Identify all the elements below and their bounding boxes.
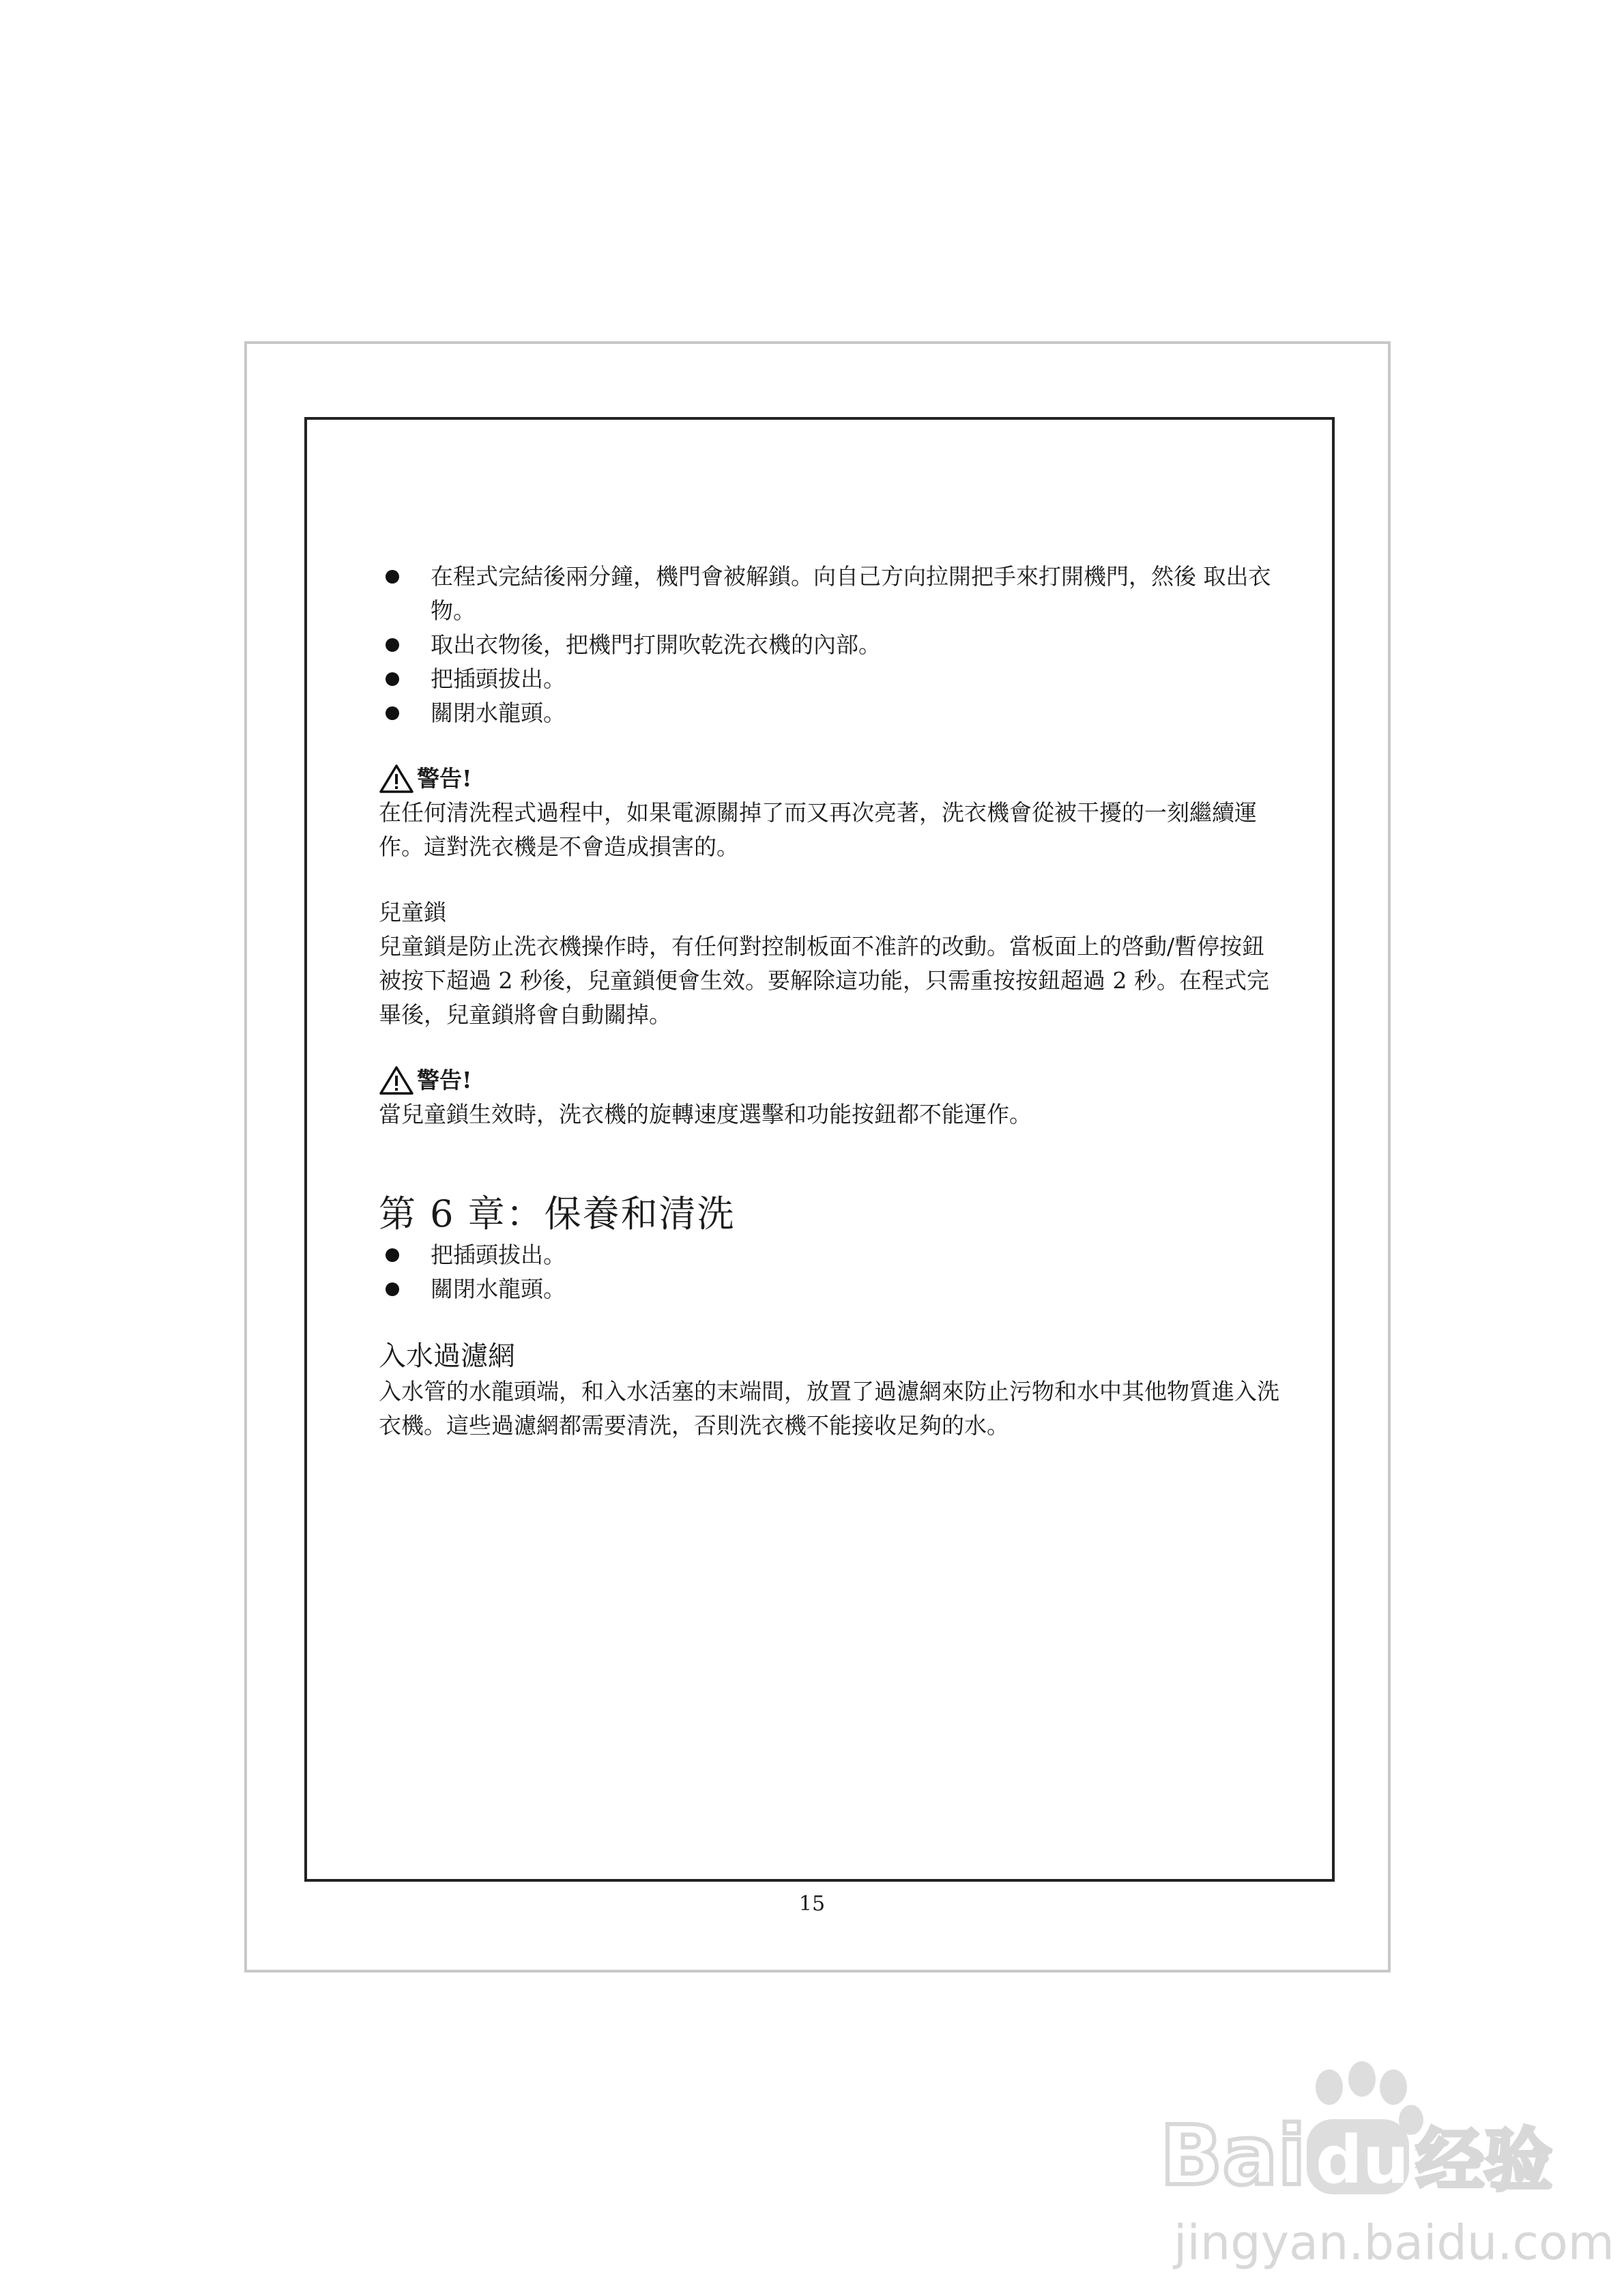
page-number: 15 <box>798 1892 826 1916</box>
bullet-icon <box>386 570 399 584</box>
filter-heading: 入水過濾網 <box>379 1340 515 1372</box>
child-lock-text: 兒童鎖是防止洗衣機操作時，有任何對控制板面不准許的改動。當板面上的啓動/暫停按鈕被按下超過 2 秒後，兒童鎖便會生效。要解除這功能，只需重按按鈕超過 2 秒。在程式完畢後，兒童鎖將會自動關掉。 <box>379 933 1269 1028</box>
filter-text: 入水管的水龍頭端，和入水活塞的末端間，放置了過濾網來防止污物和水中其他物質進入洗衣機。這些過濾網都需要清洗，否則洗衣機不能接收足夠的水。 <box>379 1378 1279 1439</box>
warning-text: 當兒童鎖生效時，洗衣機的旋轉速度選擊和功能按鈕都不能運作。 <box>379 1101 1032 1128</box>
bullet-icon <box>386 638 399 652</box>
warning-triangle-icon <box>379 764 414 794</box>
warning-title: 警告! <box>417 765 472 792</box>
bullet-icon <box>386 1248 399 1262</box>
bullet-list-unlock <box>379 560 1279 730</box>
warning-text: 在任何清洗程式過程中，如果電源關掉了而又再次亮著，洗衣機會從被干擾的一刻繼續運作。這對洗衣機是不會造成損害的。 <box>379 799 1257 860</box>
list-item: 取出衣物後，把機門打開吹乾洗衣機的內部。 <box>379 628 1279 662</box>
list-item: 把插頭拔出。 <box>379 1238 1279 1272</box>
svg-text:jingyan.baidu.com: jingyan.baidu.com <box>1174 2215 1614 2271</box>
warning-triangle-icon <box>379 1065 414 1095</box>
svg-text:经验: 经验 <box>1416 2121 1552 2200</box>
warning-title: 警告! <box>417 1067 472 1093</box>
warning-heading <box>379 1063 1279 1097</box>
chapter-title: 第 6 章：保養和清洗 <box>379 1192 736 1235</box>
list-item: 關閉水龍頭。 <box>379 696 1279 730</box>
bullet-icon <box>386 706 399 720</box>
svg-text:Bai: Bai <box>1160 2109 1306 2204</box>
bullet-icon <box>386 1282 399 1296</box>
bullet-list-chapter <box>379 1238 1279 1306</box>
svg-text:du: du <box>1316 2122 1410 2198</box>
bullet-icon <box>386 672 399 686</box>
warning-heading <box>379 762 1279 796</box>
list-item: 把插頭拔出。 <box>379 662 1279 696</box>
list-item: 在程式完結後兩分鐘，機門會被解鎖。向自己方向拉開把手來打開機門，然後 取出衣物。 <box>379 560 1279 628</box>
child-lock-heading: 兒童鎖 <box>379 899 446 925</box>
baidu-watermark-logo <box>1153 2054 1614 2280</box>
page-content <box>379 560 1279 1443</box>
list-item: 關閉水龍頭。 <box>379 1272 1279 1306</box>
